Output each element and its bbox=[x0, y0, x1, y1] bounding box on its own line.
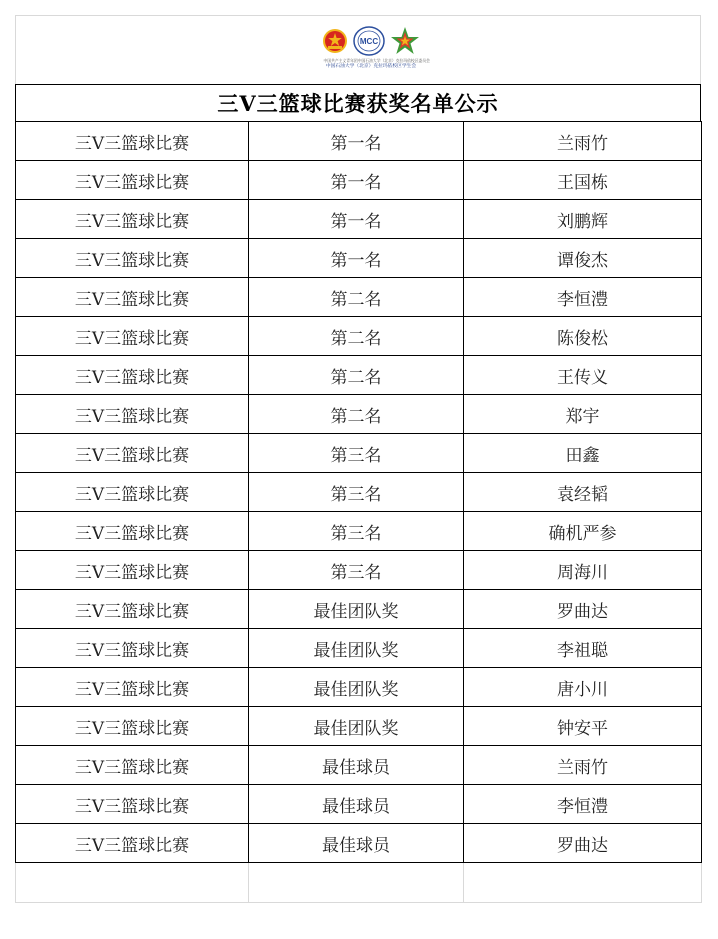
award-cell: 最佳团队奖 bbox=[249, 707, 464, 746]
table-row bbox=[16, 668, 702, 707]
name-cell: 兰雨竹 bbox=[464, 122, 702, 161]
logo-group bbox=[321, 24, 430, 82]
event-cell: 三V三篮球比赛 bbox=[16, 278, 249, 317]
event-cell: 三V三篮球比赛 bbox=[16, 395, 249, 434]
table-row bbox=[16, 200, 702, 239]
award-cell: 第三名 bbox=[249, 512, 464, 551]
award-cell: 最佳球员 bbox=[249, 824, 464, 863]
award-cell: 第一名 bbox=[249, 239, 464, 278]
table-row bbox=[16, 629, 702, 668]
mcc-logo-text: MCC bbox=[359, 37, 379, 46]
name-cell: 王传义 bbox=[464, 356, 702, 395]
name-cell: 罗曲达 bbox=[464, 824, 702, 863]
name-cell: 王国栋 bbox=[464, 161, 702, 200]
name-cell: 田鑫 bbox=[464, 434, 702, 473]
event-cell: 三V三篮球比赛 bbox=[16, 590, 249, 629]
empty-cell bbox=[249, 863, 464, 903]
table-row bbox=[16, 356, 702, 395]
award-cell: 第一名 bbox=[249, 122, 464, 161]
table-row bbox=[16, 512, 702, 551]
table-row bbox=[16, 473, 702, 512]
youth-league-badge-icon bbox=[322, 28, 348, 54]
event-cell: 三V三篮球比赛 bbox=[16, 239, 249, 278]
award-cell: 第二名 bbox=[249, 317, 464, 356]
event-cell: 三V三篮球比赛 bbox=[16, 473, 249, 512]
name-cell: 钟安平 bbox=[464, 707, 702, 746]
award-cell: 最佳团队奖 bbox=[249, 590, 464, 629]
star-emblem-icon bbox=[390, 26, 420, 56]
name-cell: 郑宇 bbox=[464, 395, 702, 434]
empty-cell bbox=[464, 863, 702, 903]
event-cell: 三V三篮球比赛 bbox=[16, 707, 249, 746]
table-row bbox=[16, 317, 702, 356]
name-cell: 袁经韬 bbox=[464, 473, 702, 512]
table-row bbox=[16, 239, 702, 278]
event-cell: 三V三篮球比赛 bbox=[16, 317, 249, 356]
event-cell: 三V三篮球比赛 bbox=[16, 200, 249, 239]
name-cell: 谭俊杰 bbox=[464, 239, 702, 278]
table-row bbox=[16, 278, 702, 317]
award-cell: 第二名 bbox=[249, 395, 464, 434]
award-cell: 第三名 bbox=[249, 473, 464, 512]
award-table bbox=[15, 121, 702, 903]
logo-caption-2: 中国石油大学（北京）克拉玛依校区学生会 bbox=[325, 63, 417, 69]
event-cell: 三V三篮球比赛 bbox=[16, 824, 249, 863]
table-row bbox=[16, 161, 702, 200]
event-cell: 三V三篮球比赛 bbox=[16, 668, 249, 707]
name-cell: 陈俊松 bbox=[464, 317, 702, 356]
event-cell: 三V三篮球比赛 bbox=[16, 356, 249, 395]
award-sheet bbox=[15, 15, 701, 903]
event-cell: 三V三篮球比赛 bbox=[16, 434, 249, 473]
award-cell: 最佳球员 bbox=[249, 746, 464, 785]
name-cell: 李恒澧 bbox=[464, 785, 702, 824]
award-cell: 第一名 bbox=[249, 200, 464, 239]
award-cell: 第三名 bbox=[249, 551, 464, 590]
empty-cell bbox=[16, 863, 249, 903]
name-cell: 李恒澧 bbox=[464, 278, 702, 317]
event-cell: 三V三篮球比赛 bbox=[16, 512, 249, 551]
table-row bbox=[16, 395, 702, 434]
logo-header bbox=[15, 15, 701, 84]
event-cell: 三V三篮球比赛 bbox=[16, 785, 249, 824]
page-title: 三V三篮球比赛获奖名单公示 bbox=[15, 84, 701, 121]
event-cell: 三V三篮球比赛 bbox=[16, 122, 249, 161]
table-row bbox=[16, 590, 702, 629]
event-cell: 三V三篮球比赛 bbox=[16, 629, 249, 668]
table-row bbox=[16, 551, 702, 590]
award-cell: 第二名 bbox=[249, 278, 464, 317]
event-cell: 三V三篮球比赛 bbox=[16, 551, 249, 590]
name-cell: 刘鹏辉 bbox=[464, 200, 702, 239]
event-cell: 三V三篮球比赛 bbox=[16, 746, 249, 785]
table-row bbox=[16, 434, 702, 473]
event-cell: 三V三篮球比赛 bbox=[16, 161, 249, 200]
table-row bbox=[16, 122, 702, 161]
empty-row bbox=[16, 863, 702, 903]
logo-caption-1: 中国共产主义青年团中国石油大学（北京）克拉玛依校区委员会 bbox=[323, 58, 430, 63]
award-cell: 最佳团队奖 bbox=[249, 668, 464, 707]
name-cell: 确机严参 bbox=[464, 512, 702, 551]
award-cell: 最佳球员 bbox=[249, 785, 464, 824]
table-row bbox=[16, 785, 702, 824]
table-row bbox=[16, 824, 702, 863]
award-cell: 第一名 bbox=[249, 161, 464, 200]
award-cell: 第二名 bbox=[249, 356, 464, 395]
table-row bbox=[16, 746, 702, 785]
name-cell: 罗曲达 bbox=[464, 590, 702, 629]
award-cell: 第三名 bbox=[249, 434, 464, 473]
name-cell: 兰雨竹 bbox=[464, 746, 702, 785]
award-cell: 最佳团队奖 bbox=[249, 629, 464, 668]
name-cell: 周海川 bbox=[464, 551, 702, 590]
mcc-logo-icon bbox=[352, 25, 386, 57]
name-cell: 唐小川 bbox=[464, 668, 702, 707]
table-row bbox=[16, 707, 702, 746]
name-cell: 李祖聪 bbox=[464, 629, 702, 668]
